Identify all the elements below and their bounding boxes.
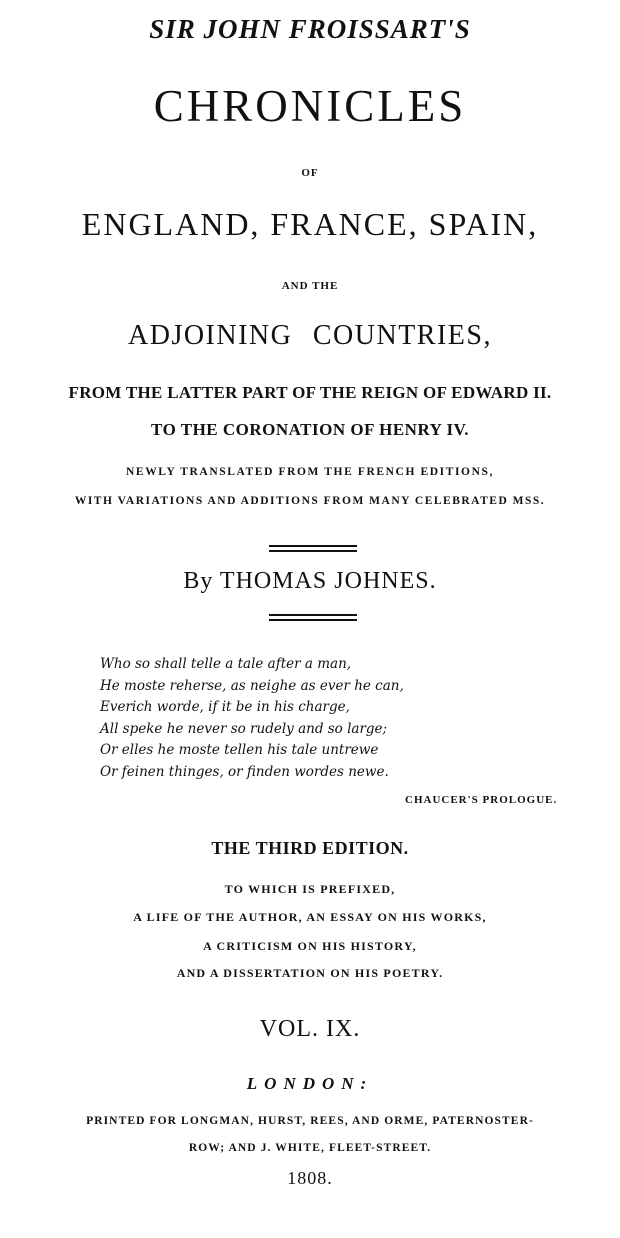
- poem-line: Or elles he moste tellen his tale untrewe: [100, 742, 379, 758]
- poem-line: Who so shall telle a tale after a man,: [100, 656, 352, 672]
- epigraph-source: CHAUCER'S PROLOGUE.: [405, 794, 558, 806]
- epigraph-poem: [100, 654, 560, 783]
- divider-rule-bottom-1: [269, 614, 357, 616]
- poem-line: All speke he never so rudely and so large;: [100, 720, 388, 737]
- translation-note-line-1: NEWLY TRANSLATED FROM THE FRENCH EDITIONS,: [126, 466, 494, 478]
- translation-note-line-2: WITH VARIATIONS AND ADDITIONS FROM MANY CELEBRATED MSS.: [74, 495, 546, 507]
- divider-rule-top-1: [269, 545, 357, 547]
- period-to-line: TO THE CORONATION OF HENRY IV.: [151, 420, 469, 439]
- life-essay-line: A LIFE OF THE AUTHOR, AN ESSAY ON HIS WORKS,: [133, 910, 487, 924]
- volume-number: VOL. IX.: [259, 1016, 361, 1042]
- imprint-city: LONDON:: [246, 1074, 374, 1093]
- and-the-connector: AND THE: [281, 280, 339, 292]
- adjoining-heading: ADJOINING COUNTRIES,: [128, 320, 492, 351]
- countries-heading: ENGLAND, FRANCE, SPAIN,: [81, 206, 539, 242]
- dissertation-line: AND A DISSERTATION ON HIS POETRY.: [176, 966, 444, 980]
- edition-line: THE THIRD EDITION.: [211, 838, 409, 858]
- author-heading: SIR JOHN FROISSART'S: [149, 14, 471, 44]
- prefixed-line: TO WHICH IS PREFIXED,: [224, 882, 396, 896]
- poem-line: Or feinen thinges, or finden wordes newe.: [100, 763, 389, 780]
- divider-rule-bottom-2: [269, 619, 357, 621]
- divider-rule-top-2: [269, 550, 357, 552]
- of-connector: OF: [301, 167, 319, 179]
- period-from-line: FROM THE LATTER PART OF THE REIGN OF EDWARD II.: [68, 383, 552, 402]
- book-title: CHRONICLES: [153, 81, 467, 131]
- imprint-year: 1808.: [287, 1168, 333, 1188]
- translator-line: By THOMAS JOHNES.: [183, 568, 437, 594]
- imprint-printers-line-1: PRINTED FOR LONGMAN, HURST, REES, AND ORME, PATERNOSTER-: [86, 1115, 534, 1127]
- poem-line: Everich worde, if it be in his charge,: [100, 699, 350, 715]
- criticism-line: A CRITICISM ON HIS HISTORY,: [203, 939, 417, 953]
- poem-line: He moste reherse, as neighe as ever he can,: [100, 677, 404, 694]
- imprint-printers-line-2: ROW; AND J. WHITE, FLEET-STREET.: [188, 1142, 432, 1154]
